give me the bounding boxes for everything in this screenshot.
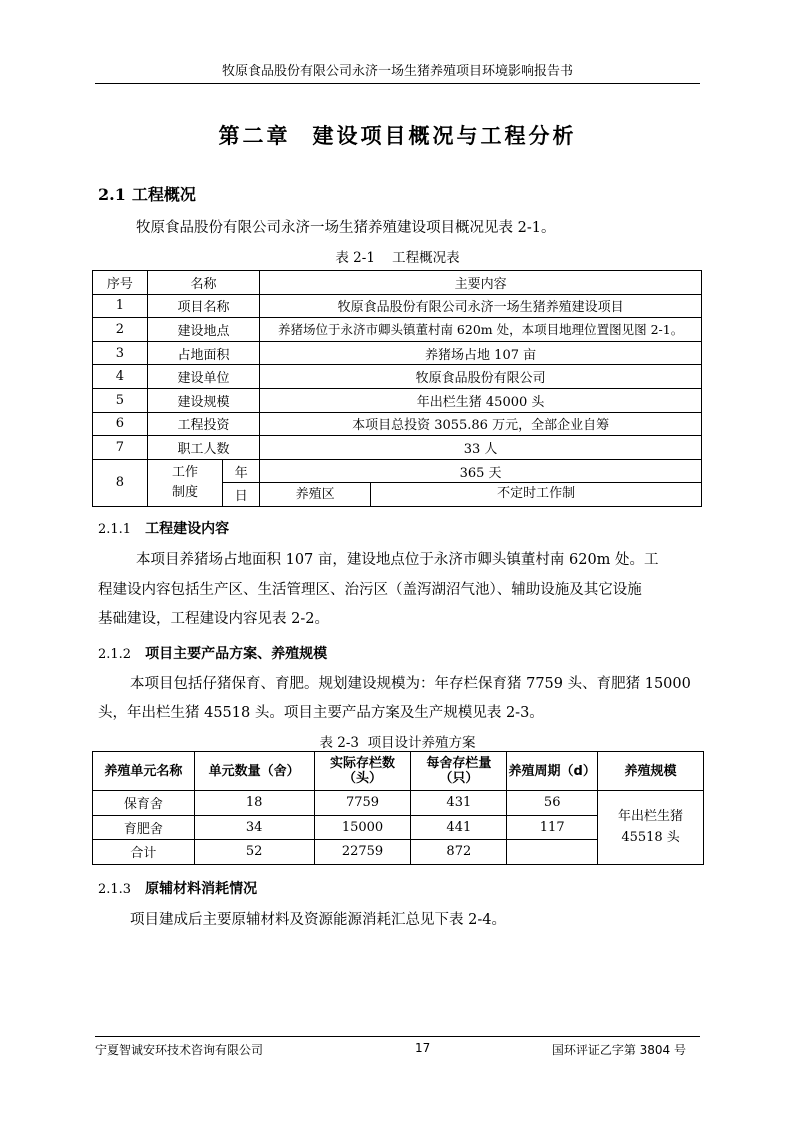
caption-title: 工程概况表 [392, 250, 460, 266]
caption-number: 表 2-1 [335, 250, 375, 266]
section-heading-2-1 [98, 182, 196, 205]
header-cell: 每舍存栏量 （只） [411, 752, 507, 791]
table-row [93, 436, 702, 460]
year-value: 365 天 [260, 459, 702, 483]
cell: 441 [411, 815, 507, 840]
section-title: 工程概况 [131, 185, 196, 204]
row-content: 年出栏生猪 45000 头 [260, 388, 702, 412]
table-2-3-caption [95, 731, 700, 751]
cell: 合计 [93, 840, 195, 865]
row-name: 项目名称 [147, 294, 259, 318]
cell: 22759 [314, 840, 411, 865]
table-2-1-caption [95, 246, 700, 266]
row-no: 6 [93, 412, 148, 436]
chapter-name: 建设项目概况与工程分析 [312, 124, 577, 148]
page-header [95, 60, 700, 84]
row-name: 工作 制度 [147, 459, 223, 506]
table-row [93, 365, 702, 389]
cell: 872 [411, 840, 507, 865]
table-row [93, 341, 702, 365]
cell: 431 [411, 791, 507, 816]
section-2-1-1-line1: 本项目养猪场占地面积 107 亩，建设地点位于永济市卿头镇董村南 620m 处。工 [136, 552, 659, 568]
header-cell: 名称 [147, 271, 259, 295]
row-name: 占地面积 [147, 341, 259, 365]
section-2-1-2-line1: 本项目包括仔猪保育、育肥。规划建设规模为：年存栏保育猪 7759 头、育肥猪 15000 [130, 676, 691, 692]
header-title: 牧原食品股份有限公司永济一场生猪养殖项目环境影响报告书 [221, 64, 573, 79]
section-2-1-1-line2: 程建设内容包括生产区、生活管理区、治污区（盖泻湖沼气池）、辅助设施及其它设施 [98, 582, 642, 598]
row-name: 建设单位 [147, 365, 259, 389]
section-number: 2.1 [98, 185, 126, 204]
row-no: 2 [93, 318, 148, 342]
section-title: 项目主要产品方案、养殖规模 [145, 646, 328, 662]
table-row [93, 791, 704, 816]
cell: 34 [194, 815, 314, 840]
section-number: 2.1.1 [98, 522, 132, 537]
day-cell [260, 483, 702, 507]
cell: 18 [194, 791, 314, 816]
row-no: 4 [93, 365, 148, 389]
cell [507, 840, 598, 865]
table-2-1 [92, 270, 702, 507]
section-title: 工程建设内容 [145, 521, 230, 537]
section-number: 2.1.2 [98, 647, 132, 662]
day-label: 日 [223, 483, 260, 507]
row-name: 工程投资 [147, 412, 259, 436]
header-cell: 主要内容 [260, 271, 702, 295]
cell: 15000 [314, 815, 411, 840]
row-name: 职工人数 [147, 436, 259, 460]
row-no: 3 [93, 341, 148, 365]
table-row-8 [93, 459, 702, 483]
day-value: 不定时工作制 [370, 483, 701, 506]
row-no: 5 [93, 388, 148, 412]
cell: 育肥舍 [93, 815, 195, 840]
table-2-3 [92, 751, 704, 865]
section-2-1-1-line3: 基础建设，工程建设内容见表 2-2。 [98, 611, 329, 627]
year-label: 年 [223, 459, 260, 483]
table-header-row [93, 271, 702, 295]
section-heading-2-1-3 [98, 878, 257, 898]
section-2-1-3-line1: 项目建成后主要原辅材料及资源能源消耗汇总见下表 2-4。 [130, 912, 506, 928]
section-title: 原辅材料消耗情况 [145, 881, 258, 897]
table-header-row [93, 752, 704, 791]
table-row [93, 388, 702, 412]
header-cell: 养殖周期（d） [507, 752, 598, 791]
table-row [93, 412, 702, 436]
section-number: 2.1.3 [98, 882, 132, 897]
chapter-number: 第二章 [218, 124, 291, 148]
header-cell: 单元数量（舍） [194, 752, 314, 791]
row-content: 养猪场位于永济市卿头镇董村南 620m 处，本项目地理位置图见图 2-1。 [260, 318, 702, 342]
section-2-1-intro: 牧原食品股份有限公司永济一场生猪养殖建设项目概况见表 2-1。 [136, 220, 556, 236]
table-row [93, 294, 702, 318]
row-name: 建设地点 [147, 318, 259, 342]
caption-title: 项目设计养殖方案 [367, 735, 476, 751]
header-cell: 序号 [93, 271, 148, 295]
row-no: 8 [93, 459, 148, 506]
cell: 52 [194, 840, 314, 865]
cell: 56 [507, 791, 598, 816]
day-split [260, 483, 701, 506]
row-content: 牧原食品股份有限公司永济一场生猪养殖建设项目 [260, 294, 702, 318]
footer-cert: 国环评证乙字第 3804 号 [551, 1043, 686, 1057]
row-content: 本项目总投资 3055.86 万元，全部企业自筹 [260, 412, 702, 436]
day-area: 养殖区 [295, 487, 335, 503]
scale-cell: 年出栏生猪 45518 头 [598, 791, 704, 865]
page-number: 17 [415, 1041, 431, 1055]
row-name: 建设规模 [147, 388, 259, 412]
caption-number: 表 2-3 [319, 735, 359, 751]
header-cell: 养殖规模 [598, 752, 704, 791]
header-cell: 实际存栏数 （头） [314, 752, 411, 791]
cell: 7759 [314, 791, 411, 816]
chapter-title [95, 120, 700, 150]
row-content: 养猪场占地 107 亩 [260, 341, 702, 365]
page-footer [95, 1036, 700, 1057]
row-no: 1 [93, 294, 148, 318]
footer-company: 宁夏智诚安环技术咨询有限公司 [95, 1043, 264, 1057]
cell: 117 [507, 815, 598, 840]
row-content: 牧原食品股份有限公司 [260, 365, 702, 389]
section-heading-2-1-2 [98, 643, 327, 663]
table-row [93, 318, 702, 342]
row-content: 33 人 [260, 436, 702, 460]
section-2-1-2-line2: 头，年出栏生猪 45518 头。项目主要产品方案及生产规模见表 2-3。 [98, 705, 544, 721]
header-cell: 养殖单元名称 [93, 752, 195, 791]
cell: 保育舍 [93, 791, 195, 816]
section-heading-2-1-1 [98, 518, 229, 538]
row-no: 7 [93, 436, 148, 460]
